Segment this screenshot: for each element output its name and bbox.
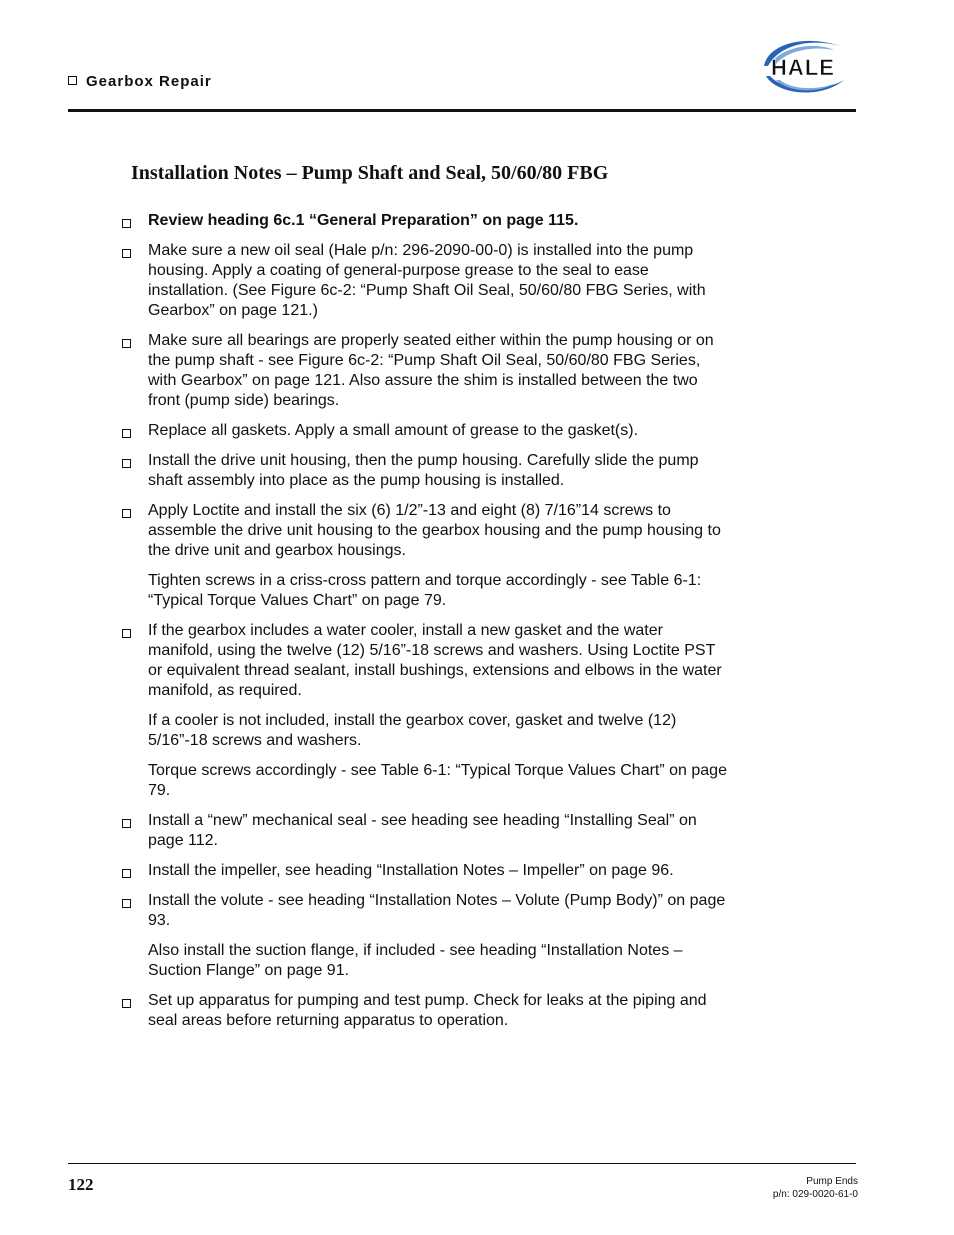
footer-doc-name: Pump Ends [806, 1176, 858, 1187]
list-item-text: Install the drive unit housing, then the pump housing. Carefully slide the pump shaft assembly into place as the pump housing is installed. [148, 452, 699, 489]
list-item-text: Make sure a new oil seal (Hale p/n: 296-2090-00-0) is installed into the pump housing. Apply a coating of general-purpose grease to the seal to ease installation. (See Figure 6c-2: “Pump Shaft Oil Seal, 50/60/80 FBG Series, with Gearbox” on page 121.) [148, 242, 706, 319]
list-item-text: Make sure all bearings are properly seated either within the pump housing or on the pump shaft - see Figure 6c-2: “Pump Shaft Oil Seal, 50/60/80 FBG Series, with Gearbox” on page 121. Also assure the shim is installed between the two front (pump side) bearings. [148, 332, 714, 409]
footer-divider [68, 1163, 856, 1164]
page-number: 122 [68, 1175, 94, 1194]
list-item [122, 501, 728, 611]
list-item [122, 891, 728, 981]
hale-logo [754, 36, 852, 98]
section-header [68, 73, 212, 90]
header-divider [68, 109, 856, 112]
checkbox-bullet-icon [122, 339, 131, 348]
checkbox-bullet-icon [122, 219, 131, 228]
checkbox-bullet-icon [68, 76, 77, 85]
hale-logo-text: HALE [771, 55, 835, 80]
footer-part-number: p/n: 029-0020-61-0 [772, 1189, 858, 1200]
checkbox-bullet-icon [122, 999, 131, 1008]
list-item-text: Also install the suction flange, if included - see heading “Installation Notes – Suction Flange” on page 91. [148, 942, 683, 979]
list-item-text: Install the impeller, see heading “Installation Notes – Impeller” on page 96. [148, 862, 674, 879]
checkbox-bullet-icon [122, 509, 131, 518]
list-item-text: Install a “new” mechanical seal - see heading see heading “Installing Seal” on page 112. [148, 812, 697, 849]
list-item-text: Torque screws accordingly - see Table 6-1: “Typical Torque Values Chart” on page 79. [148, 762, 727, 799]
checkbox-bullet-icon [122, 459, 131, 468]
list-item-text: Set up apparatus for pumping and test pump. Check for leaks at the piping and seal areas before returning apparatus to operation. [148, 992, 707, 1029]
checkbox-bullet-icon [122, 629, 131, 638]
checkbox-bullet-icon [122, 869, 131, 878]
list-item-text: If a cooler is not included, install the gearbox cover, gasket and twelve (12) 5/16”-18 screws and washers. [148, 712, 677, 749]
checkbox-bullet-icon [122, 899, 131, 908]
list-item [122, 811, 728, 851]
instruction-list [122, 211, 728, 1041]
list-item-text: Install the volute - see heading “Installation Notes – Volute (Pump Body)” on page 93. [148, 892, 726, 929]
page-title: Installation Notes – Pump Shaft and Seal, 50/60/80 FBG [131, 162, 609, 184]
list-item [122, 451, 728, 491]
list-item-text: Replace all gaskets. Apply a small amount of grease to the gasket(s). [148, 422, 639, 439]
list-item [122, 241, 728, 321]
list-item [122, 211, 728, 231]
list-item [122, 861, 728, 881]
list-item-text: Review heading 6c.1 “General Preparation” on page 115. [148, 212, 579, 229]
checkbox-bullet-icon [122, 429, 131, 438]
section-header-text: Gearbox Repair [86, 73, 212, 90]
list-item-text: Tighten screws in a criss-cross pattern and torque accordingly - see Table 6-1: “Typical Torque Values Chart” on page 79. [148, 572, 702, 609]
list-item [122, 331, 728, 411]
list-item [122, 421, 728, 441]
list-item [122, 991, 728, 1031]
footer-doc-info [773, 1175, 858, 1201]
list-item-text: If the gearbox includes a water cooler, install a new gasket and the water manifold, using the twelve (12) 5/16”-18 screws and washers. Using Loctite PST or equivalent thread sealant, install bushings, extensions and elbows in the water manifold, as required. [148, 622, 722, 699]
checkbox-bullet-icon [122, 249, 131, 258]
list-item [122, 621, 728, 801]
list-item-text: Apply Loctite and install the six (6) 1/2”-13 and eight (8) 7/16”14 screws to assemble the drive unit housing to the gearbox housing and the pump housing to the drive unit and gearbox housings. [148, 502, 721, 559]
checkbox-bullet-icon [122, 819, 131, 828]
